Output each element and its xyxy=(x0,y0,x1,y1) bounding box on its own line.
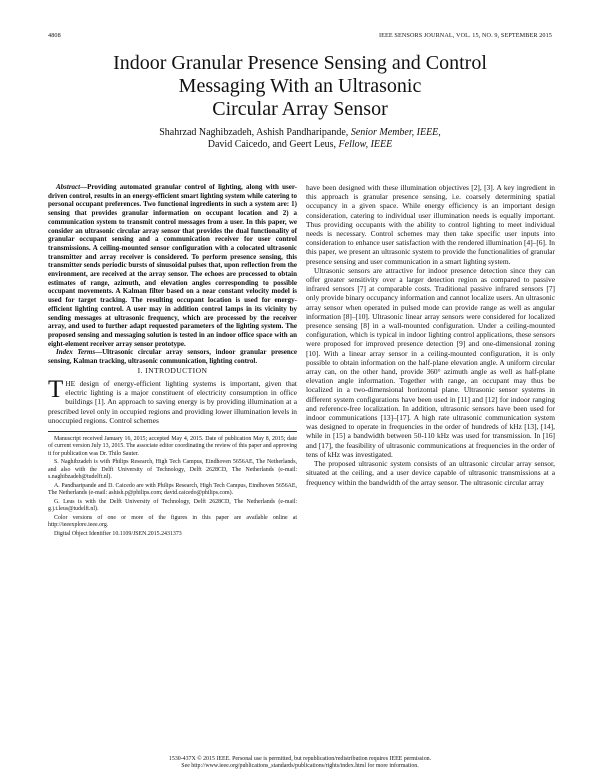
footnote-author-2-3: A. Pandharipande and D. Caicedo are with Philips Research, High Tech Campus, Eindhoven 5656AE, The Netherlands (e-mail: ashish.p@philips.com; david.caicedo@philips.com). xyxy=(48,482,297,496)
page-number: 4808 xyxy=(48,32,61,39)
footnote-author-1: S. Naghibzadeh is with Philips Research, High Tech Campus, Eindhoven 5656AE, The Netherlands, and also with the Delft University of Technology, Delft 2628CD, The Netherlands (e-mail: s.naghibzadeh@tudelft.nl). xyxy=(48,459,297,480)
running-head xyxy=(48,32,552,42)
body-paragraph-3: The proposed ultrasonic system consists of an ultrasonic circular array sensor, situated at the ceiling, and a user device capable of ultrasonic transmissions at a frequency within the bandwidth of the array sensor. The ultrasonic circular array xyxy=(306,459,555,487)
title-line-3: Circular Array Sensor xyxy=(212,98,388,120)
abstract-text: —Providing automated granular control of lighting, along with user-driven control, results in an energy-efficient smart lighting system while catering to personal occupant preferences. Two functional ingredients in such a system are: 1) sensing that provides granular information on occupant location and 2) a communication system to transmit control messages from a user. In this paper, we consider an ultrasonic circular array sensor that provides the dual functionality of granular occupant sensing and a communication receiver for user control transmissions. A ceiling-mounted sensor configuration with a colocated ultrasonic transmitter and array receiver is considered. To perform presence sensing, this transmitter sends periodic bursts of sinusoidal pulses that, upon reflection from the environment, are received at the array sensor. The echoes are processed to obtain estimates of range, azimuth, and elevation angles corresponding to possible occupant movements. A Kalman filter based on a near constant velocity model is used for target tracking. The resulting occupant location is used for energy-efficient lighting control. A user may in addition control lamps in its vicinity by sending messages at ultrasonic frequency, which are processed by the receiver array, and used to further adapt requested parameters of the lighting system. The proposed sensing and messaging solution is tested in an indoor office space with an eight-element receiver array sensor prototype. xyxy=(48,183,297,348)
body-paragraph-2: Ultrasonic sensors are attractive for indoor presence detection since they can offer greater sensitivity over a larger detection region as compared to passive infrared sensors [7] at comparable costs. Traditional passive infrared sensors [7] only provide binary occupancy information and cannot localize users. An ultrasonic array sensor when operated in pulsed mode can provide range as well as angular information [8]–[10]. Ultrasonic linear array sensors were considered for localized presence sensing [8] in a wall-mounted configuration. Under a ceiling-mounted configuration, which is typical in indoor lighting control applications, these sensors were proposed for improved presence detection [9] and one-dimensional zoning [10]. With a linear array sensor in a ceiling-mounted configuration, it is only possible to obtain information on the half-plane elevation angle. A uniform circular array can, on the other hand, provide 360° azimuth angle as well as half-plane elevation angle information. Together with range, an occupant may thus be localized in a two-dimensional horizontal plane. Ultrasonic sensor systems in different system configurations have been used in [11] and [12] for indoor ranging and reference-free localization. In addition, ultrasonic sensors have been used for indoor communications [13]–[17]. A high rate ultrasonic communication system was designed to operate in frequencies in the order of hundreds of kHz [13], [14], while in [15] a bandwidth between 50-110 kHz was used for transmission. In [16] and [17], the feasibility of ultrasonic communications at frequencies in the order of tens of kHz was investigated. xyxy=(306,265,555,459)
index-terms-lead: Index Terms xyxy=(56,348,96,357)
footnotes xyxy=(48,431,297,538)
author-grade-1: Senior Member, IEEE, xyxy=(350,127,441,138)
footnote-manuscript: Manuscript received January 16, 2015; accepted May 4, 2015. Date of publication May 8, 2015; date of current version July 13, 2015. The associate editor coordinating the review of this paper and approving it for publication was Dr. Thilo Sauter. xyxy=(48,435,297,457)
author-names-1: Shahrzad Naghibzadeh, Ashish Pandharipande, xyxy=(159,127,351,138)
intro-text: HE design of energy-efficient lighting systems is important, given that electric lighting is a major constituent of electricity consumption in office buildings [1]. An approach to saving energy is by providing illumination at a prescribed level only in occupied regions and providing lower illumination levels in unoccupied regions. Control schemes xyxy=(48,378,297,425)
drop-cap: T xyxy=(48,375,64,403)
body-paragraph-1: have been designed with these illumination objectives [2], [3]. A key ingredient in this approach is granular presence sensing, i.e. coarsely determining spatial occupancy in a given space. While energy efficiency is an important design consideration, catering to individual user illumination needs is equally important. Thus providing occupants with the ability to control lighting to meet individual needs is necessary. Control schemes may then take specific user inputs into consideration to enhance user satisfaction with the rendered illumination [4]–[6]. In this paper, we present an ultrasonic system to provide the functionalities of granular presence sensing and user communication in a smart lighting system. xyxy=(306,183,555,266)
footnote-doi: Digital Object Identifier 10.1109/JSEN.2015.2431373 xyxy=(54,530,182,537)
title-line-1: Indoor Granular Presence Sensing and Control xyxy=(113,52,487,74)
copyright-line: 1530-437X © 2015 IEEE. Personal use is permitted, but republication/redistribution requires IEEE permission. xyxy=(168,756,432,762)
footnote-color-versions: Color versions of one or more of the figures in this paper are available online at http://ieeexplore.ieee.org. xyxy=(48,514,297,528)
author-line-2 xyxy=(40,139,560,151)
author-list xyxy=(40,127,560,152)
copyright-footer xyxy=(40,756,560,771)
right-column xyxy=(306,183,555,487)
rights-link-line: See http://www.ieee.org/publications_standards/publications/rights/index.html for more information. xyxy=(181,763,419,770)
paper-title xyxy=(40,52,560,121)
section-heading-introduction: I. INTRODUCTION xyxy=(137,365,208,375)
index-terms-text: —Ultrasonic circular array sensors, indoor granular presence sensing, Kalman tracking, ultrasonic communication, lighting control. xyxy=(48,348,297,366)
abstract xyxy=(48,183,297,348)
intro-paragraph xyxy=(48,375,297,425)
abstract-lead: Abstract xyxy=(56,183,81,191)
left-column xyxy=(48,183,297,539)
journal-header: IEEE SENSORS JOURNAL, VOL. 15, NO. 9, SEPTEMBER 2015 xyxy=(378,32,552,39)
title-line-2: Messaging With an Ultrasonic xyxy=(178,75,422,97)
footnote-author-4: G. Leus is with the Delft University of Technology, Delft 2628CD, The Netherlands (e-mail: g.j.t.leus@tudelft.nl). xyxy=(48,498,297,512)
author-names-2: David Caicedo, and Geert Leus, xyxy=(207,139,339,151)
index-terms xyxy=(48,348,297,365)
author-line-1 xyxy=(40,127,560,139)
author-grade-2: Fellow, IEEE xyxy=(338,139,393,151)
